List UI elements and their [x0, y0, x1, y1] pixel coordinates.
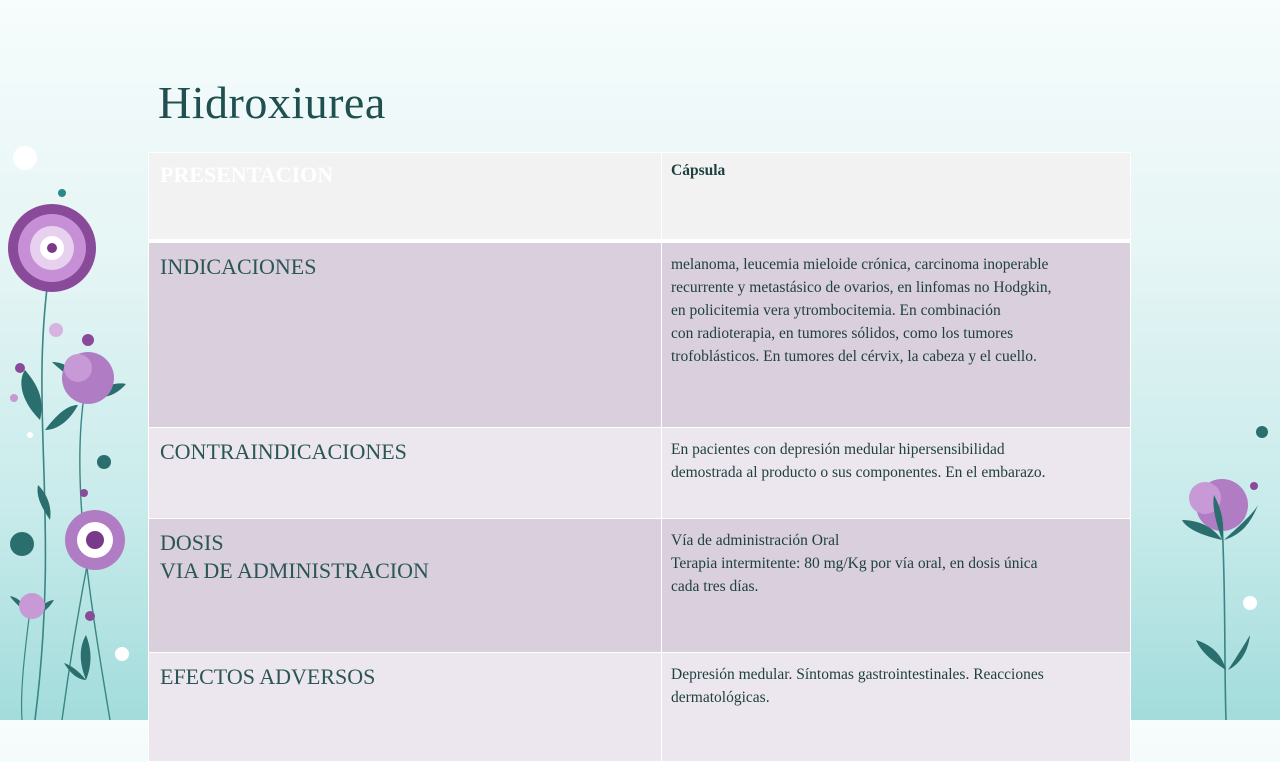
row-value-line: recurrente y metastásico de ovarios, en linfomas no Hodgkin,: [671, 279, 1052, 296]
drug-info-table: [148, 152, 1131, 762]
row-value-line: Terapia intermitente: 80 mg/Kg por vía oral, en dosis única: [671, 555, 1038, 572]
row-label: DOSIS: [160, 530, 224, 555]
row-value-line: trofoblásticos. En tumores del cérvix, la cabeza y el cuello.: [671, 348, 1037, 365]
row-value-line: Cápsula: [671, 162, 726, 179]
row-label-cell: [149, 653, 662, 762]
row-value-line: cada tres días.: [671, 578, 759, 595]
row-label-cell: [149, 428, 662, 519]
row-value-line: dermatológicas.: [671, 689, 770, 706]
row-value-line: melanoma, leucemia mieloide crónica, carcinoma inoperable: [671, 256, 1049, 273]
row-label: INDICACIONES: [160, 254, 317, 279]
table-row: [149, 241, 1131, 428]
row-label: EFECTOS ADVERSOS: [160, 664, 376, 689]
row-label-cell: [149, 153, 662, 242]
table-row: [149, 153, 1131, 242]
row-value-line: en policitemia vera ytrombocitemia. En combinación: [671, 302, 1001, 319]
row-label-cell: [149, 519, 662, 653]
row-value-cell: [662, 241, 1131, 428]
slide-title: Hidroxiurea: [158, 77, 386, 128]
row-value-line: En pacientes con depresión medular hipersensibilidad: [671, 441, 1005, 458]
row-label: VIA DE ADMINISTRACION: [160, 558, 429, 583]
row-value-line: con radioterapia, en tumores sólidos, como los tumores: [671, 325, 1014, 342]
table-row: [149, 428, 1131, 519]
table-row: [149, 653, 1131, 762]
table-row: [149, 519, 1131, 653]
row-value-cell: [662, 428, 1131, 519]
row-label: PRESENTACION: [160, 162, 334, 187]
row-label-cell: [149, 241, 662, 428]
row-value-cell: [662, 153, 1131, 242]
row-value-line: demostrada al producto o sus componentes. En el embarazo.: [671, 464, 1046, 481]
row-value-cell: [662, 519, 1131, 653]
floral-decoration-left: [0, 0, 140, 720]
row-value-cell: [662, 653, 1131, 762]
row-value-line: Depresión medular. Síntomas gastrointestinales. Reacciones: [671, 666, 1044, 683]
row-label: CONTRAINDICACIONES: [160, 439, 407, 464]
row-value-line: Vía de administración Oral: [671, 532, 840, 549]
